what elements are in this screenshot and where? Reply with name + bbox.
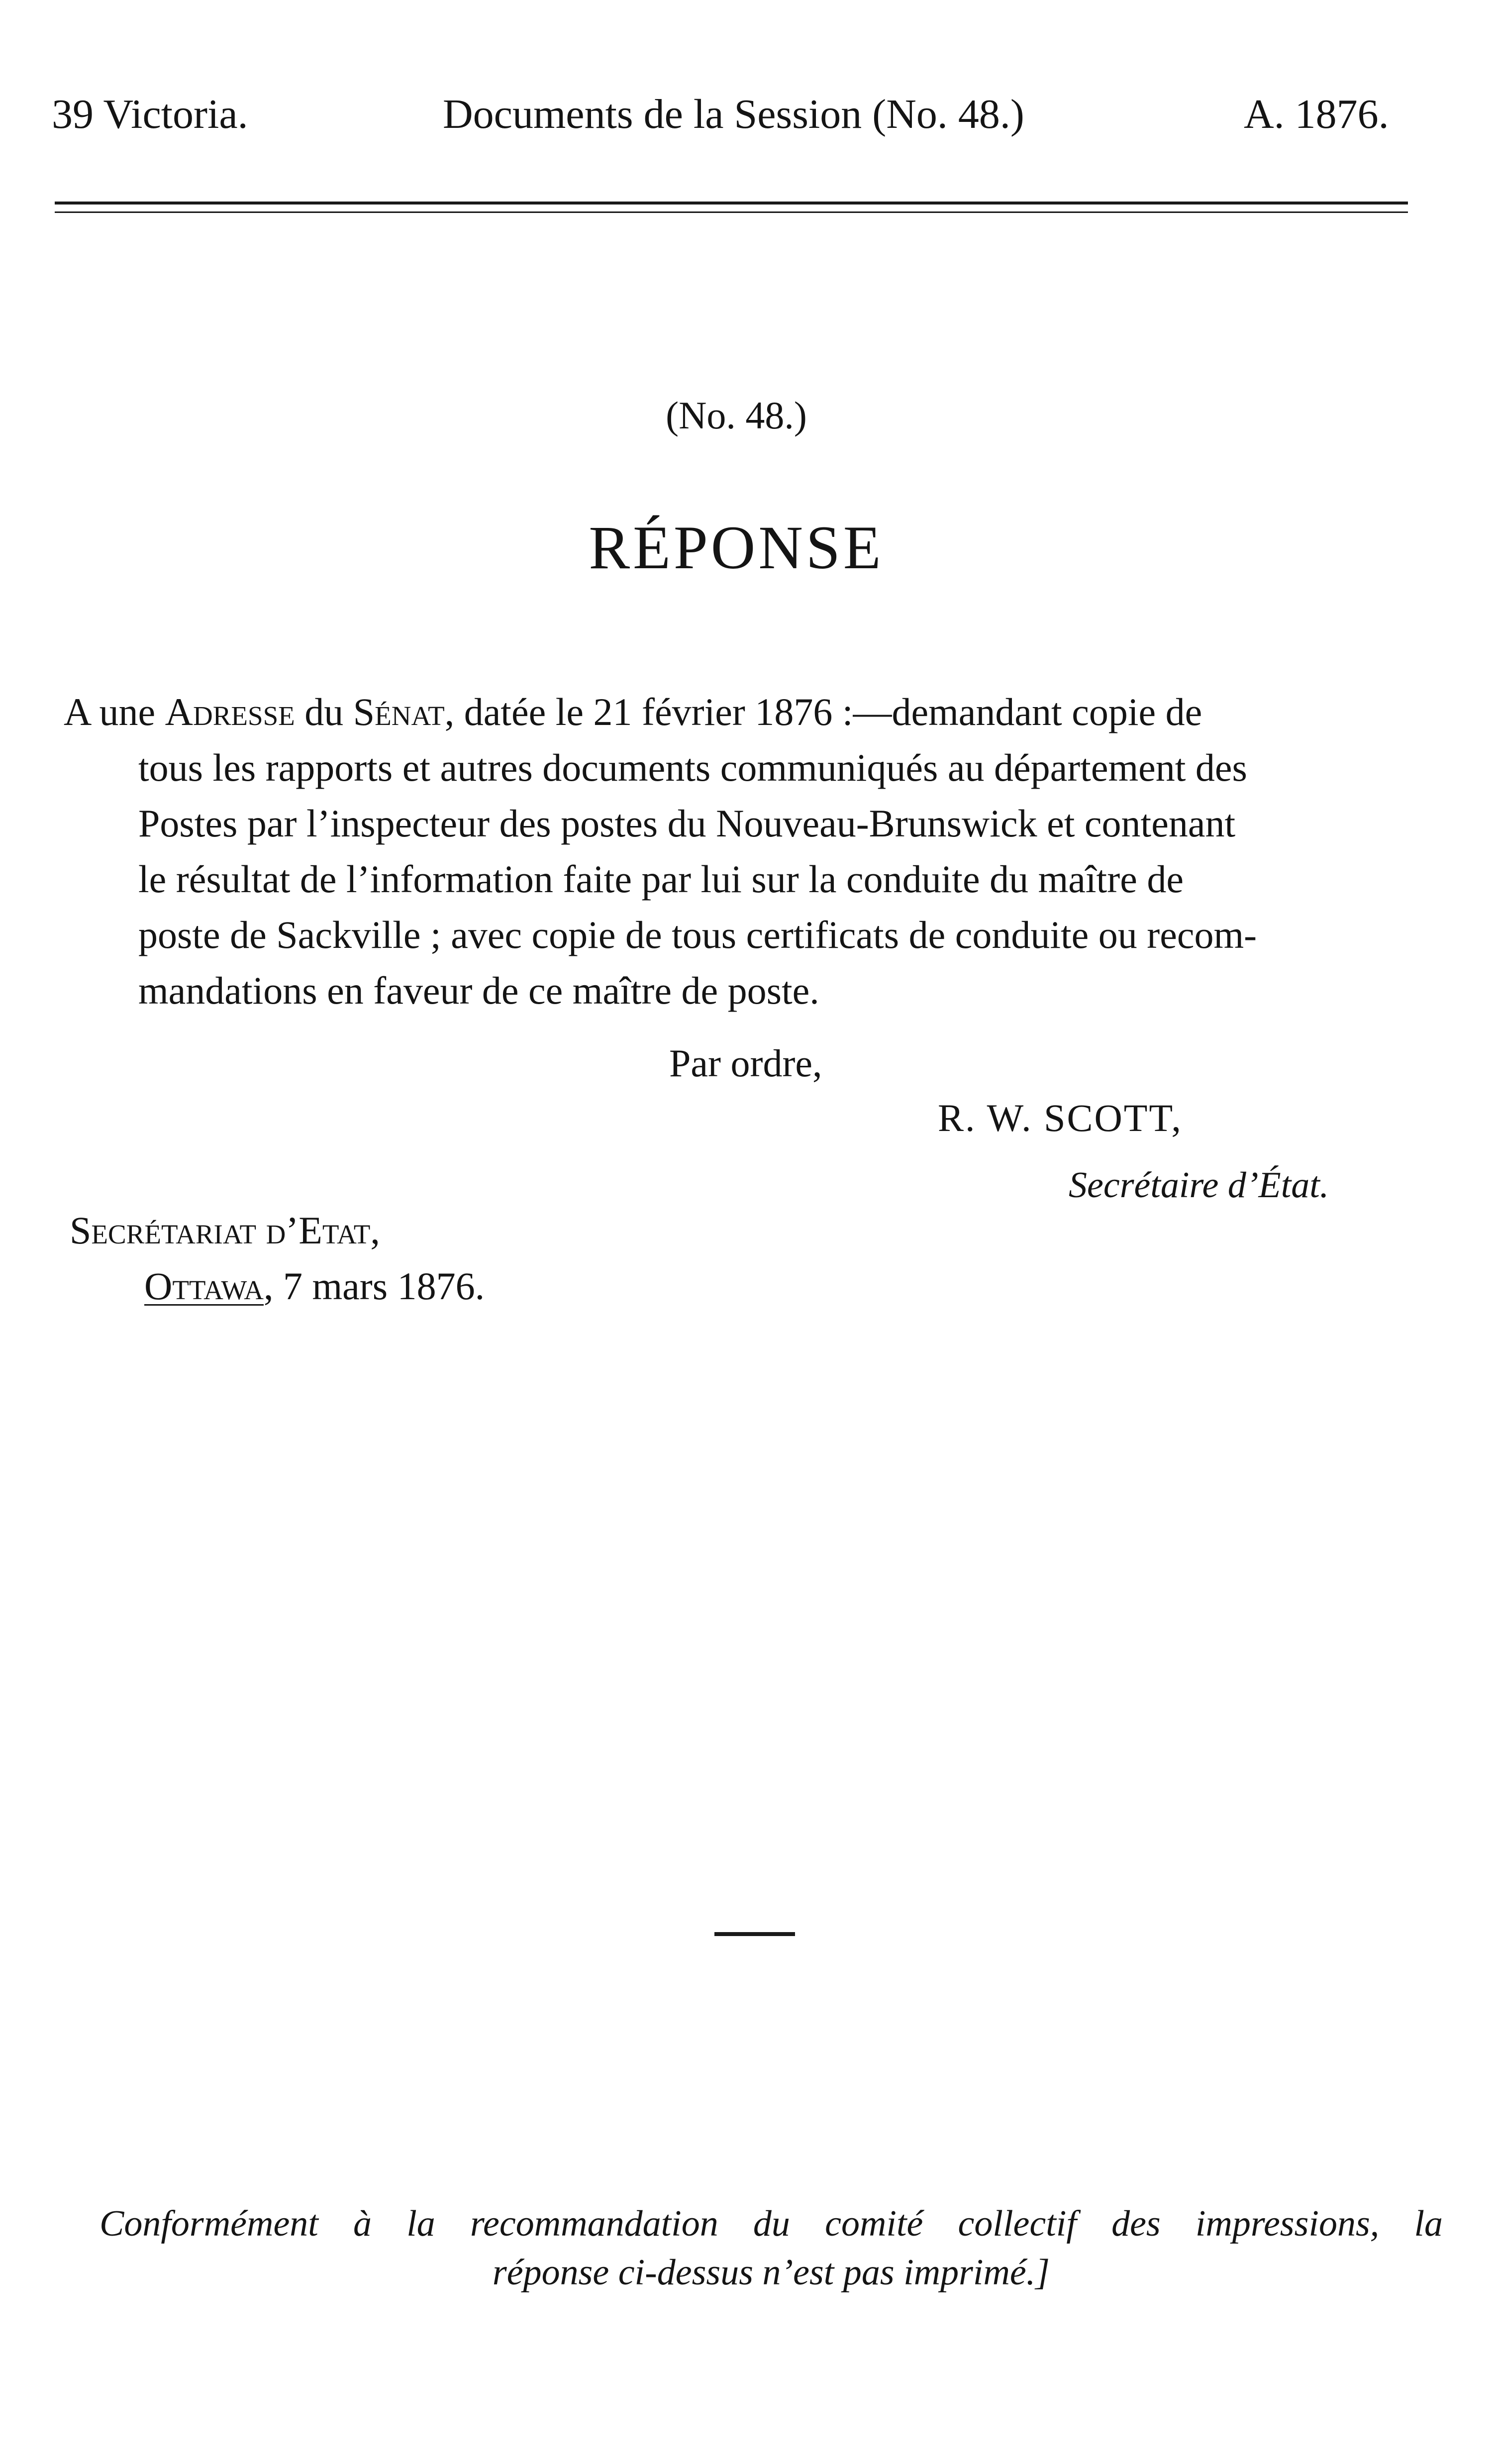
page-title: RÉPONSE (589, 513, 884, 582)
running-header-year: A. 1876. (1244, 91, 1389, 137)
body-line-1 (64, 684, 1422, 740)
document-number: (No. 48.) (666, 394, 807, 437)
footnote-line-2: réponse ci-dessus n’est pas imprimé.] (492, 2252, 1050, 2293)
signatory-title: Secrétaire d’État. (1069, 1165, 1329, 1206)
body-line-2: tous les rapports et autres documents communiqués au département des (138, 746, 1247, 789)
body-intro: A une (64, 690, 165, 733)
place: Ottawa (144, 1264, 264, 1308)
footnote-line-1: Conformément à la recommandation du comité collectif des impressions, la (100, 2203, 1443, 2244)
senat-term: Sénat (353, 690, 445, 733)
signatory-name: R. W. SCOTT, (938, 1096, 1183, 1139)
body-line-3: Postes par l’inspecteur des postes du Nouveau-Brunswick et contenant (138, 802, 1236, 845)
running-header-session: 39 Victoria. (52, 91, 248, 137)
body-line-4: le résultat de l’information faite par lui sur la conduite du maître de (138, 857, 1184, 901)
running-header-title: Documents de la Session (No. 48.) (443, 91, 1024, 137)
body-connector: du (295, 690, 353, 733)
section-divider (714, 1932, 795, 1936)
date: , 7 mars 1876. (263, 1264, 485, 1308)
body-paragraph (64, 684, 1422, 1019)
place-and-date (144, 1264, 485, 1309)
body-line-5: poste de Sackville ; avec copie de tous certificats de conduite ou recom- (138, 913, 1257, 956)
adresse-term: Adresse (165, 690, 295, 733)
header-rule-thin (55, 211, 1408, 213)
body-line-1-rest: , datée le 21 février 1876 :—demandant copie de (444, 690, 1202, 733)
body-line-6: mandations en faveur de ce maître de poste. (138, 969, 819, 1012)
closing-by-order: Par ordre, (669, 1041, 822, 1085)
header-rule-thick (55, 202, 1408, 205)
issuing-office: Secrétariat d’Etat, (70, 1209, 380, 1252)
footnote (100, 2199, 1443, 2297)
